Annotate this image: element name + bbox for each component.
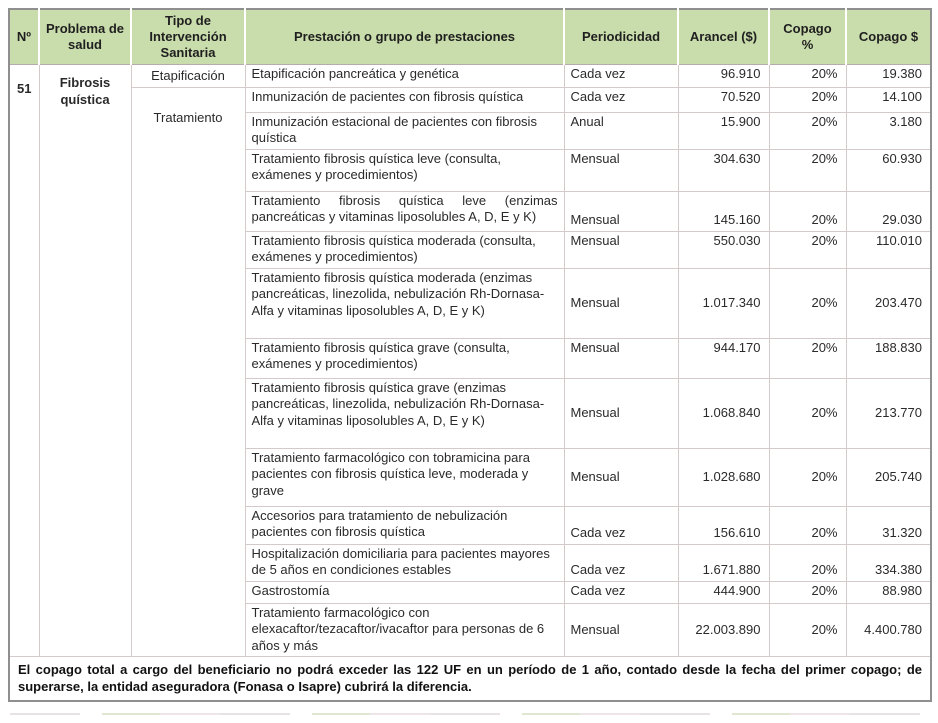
- copago-pct-cell: 20%: [769, 150, 846, 192]
- arancel-cell: 156.610: [678, 507, 769, 545]
- copago-pct-cell: 20%: [769, 88, 846, 113]
- health-problem: Fibrosis quística: [39, 65, 131, 657]
- arancel-cell: 96.910: [678, 65, 769, 88]
- arancel-cell: 550.030: [678, 232, 769, 269]
- col-header-problema: Problema de salud: [39, 9, 131, 65]
- copago-cell: 88.980: [846, 582, 931, 604]
- header-row: [9, 9, 931, 65]
- periodicidad-cell: Mensual: [564, 449, 678, 507]
- copago-cell: 4.400.780: [846, 604, 931, 657]
- ges-benefits-table: [8, 8, 932, 702]
- prestacion-cell: Inmunización estacional de pacientes con fibrosis quística: [245, 113, 564, 150]
- copago-limit-note: El copago total a cargo del beneficiario no podrá exceder las 122 UF en un período de 1 año, contado desde la fecha del primer copago; de superarse, la entidad aseguradora (Fonasa o Isapre) cubrirá la diferencia.: [9, 657, 931, 701]
- prestacion-cell: Hospitalización domiciliaria para pacientes mayores de 5 años en condiciones estables: [245, 545, 564, 582]
- footnote-row: [9, 657, 931, 701]
- copago-cell: 205.740: [846, 449, 931, 507]
- arancel-cell: 15.900: [678, 113, 769, 150]
- prestacion-cell: Tratamiento fibrosis quística grave (enzimas pancreáticas, linezolida, nebulización Rh-Dornasa-Alfa y vitaminas liposolubles A, D, E y K): [245, 379, 564, 449]
- copago-cell: 3.180: [846, 113, 931, 150]
- intervention-type-tratamiento: Tratamiento: [131, 88, 245, 657]
- arancel-cell: 304.630: [678, 150, 769, 192]
- periodicidad-cell: Mensual: [564, 604, 678, 657]
- arancel-cell: 22.003.890: [678, 604, 769, 657]
- copago-pct-cell: 20%: [769, 379, 846, 449]
- copago-cell: 203.470: [846, 269, 931, 339]
- copago-pct-cell: 20%: [769, 582, 846, 604]
- copago-pct-cell: 20%: [769, 65, 846, 88]
- prestacion-cell: Tratamiento fibrosis quística leve (enzimas pancreáticas y vitaminas liposolubles A, D, E y K): [245, 192, 564, 232]
- col-header-copago: Copago $: [846, 9, 931, 65]
- arancel-cell: 1.068.840: [678, 379, 769, 449]
- copago-pct-cell: 20%: [769, 113, 846, 150]
- copago-pct-cell: 20%: [769, 269, 846, 339]
- prestacion-cell: Tratamiento fibrosis quística grave (consulta, exámenes y procedimientos): [245, 339, 564, 379]
- copago-pct-cell: 20%: [769, 507, 846, 545]
- copago-cell: 188.830: [846, 339, 931, 379]
- copago-pct-cell: 20%: [769, 339, 846, 379]
- col-header-num: Nº: [9, 9, 39, 65]
- table-row: [9, 88, 931, 113]
- copago-cell: 60.930: [846, 150, 931, 192]
- periodicidad-cell: Mensual: [564, 339, 678, 379]
- cropped-next-section-edge: [10, 713, 928, 715]
- arancel-cell: 145.160: [678, 192, 769, 232]
- copago-cell: 213.770: [846, 379, 931, 449]
- copago-pct-cell: 20%: [769, 232, 846, 269]
- copago-pct-cell: 20%: [769, 604, 846, 657]
- periodicidad-cell: Mensual: [564, 150, 678, 192]
- periodicidad-cell: Mensual: [564, 232, 678, 269]
- copago-cell: 110.010: [846, 232, 931, 269]
- prestacion-cell: Gastrostomía: [245, 582, 564, 604]
- copago-pct-cell: 20%: [769, 449, 846, 507]
- periodicidad-cell: Mensual: [564, 379, 678, 449]
- prestacion-cell: Inmunización de pacientes con fibrosis quística: [245, 88, 564, 113]
- intervention-type-etapificacion: Etapificación: [131, 65, 245, 88]
- periodicidad-cell: Cada vez: [564, 65, 678, 88]
- prestacion-cell: Etapificación pancreática y genética: [245, 65, 564, 88]
- prestacion-cell: Tratamiento farmacológico con tobramicina para pacientes con fibrosis quística leve, moderada y grave: [245, 449, 564, 507]
- arancel-cell: 1.017.340: [678, 269, 769, 339]
- arancel-cell: 1.028.680: [678, 449, 769, 507]
- periodicidad-cell: Cada vez: [564, 582, 678, 604]
- table-row: [9, 65, 931, 88]
- periodicidad-cell: Cada vez: [564, 507, 678, 545]
- case-number: 51: [9, 65, 39, 657]
- periodicidad-cell: Cada vez: [564, 545, 678, 582]
- prestacion-cell: Tratamiento farmacológico con elexacaftor/tezacaftor/ivacaftor para personas de 6 años y más: [245, 604, 564, 657]
- copago-pct-cell: 20%: [769, 545, 846, 582]
- prestacion-cell: Tratamiento fibrosis quística leve (consulta, exámenes y procedimientos): [245, 150, 564, 192]
- periodicidad-cell: Mensual: [564, 269, 678, 339]
- arancel-cell: 1.671.880: [678, 545, 769, 582]
- prestacion-cell: Tratamiento fibrosis quística moderada (enzimas pancreáticas, linezolida, nebulización Rh-Dornasa-Alfa y vitaminas liposolubles A, D, E y K): [245, 269, 564, 339]
- prestacion-cell: Tratamiento fibrosis quística moderada (consulta, exámenes y procedimientos): [245, 232, 564, 269]
- prestacion-cell: Accesorios para tratamiento de nebulización pacientes con fibrosis quística: [245, 507, 564, 545]
- col-header-periodicidad: Periodicidad: [564, 9, 678, 65]
- periodicidad-cell: Mensual: [564, 192, 678, 232]
- copago-cell: 19.380: [846, 65, 931, 88]
- copago-cell: 334.380: [846, 545, 931, 582]
- copago-cell: 14.100: [846, 88, 931, 113]
- col-header-prestacion: Prestación o grupo de prestaciones: [245, 9, 564, 65]
- copago-pct-cell: 20%: [769, 192, 846, 232]
- periodicidad-cell: Anual: [564, 113, 678, 150]
- col-header-arancel: Arancel ($): [678, 9, 769, 65]
- arancel-cell: 70.520: [678, 88, 769, 113]
- arancel-cell: 944.170: [678, 339, 769, 379]
- col-header-tipo: Tipo de Intervención Sanitaria: [131, 9, 245, 65]
- arancel-cell: 444.900: [678, 582, 769, 604]
- copago-cell: 31.320: [846, 507, 931, 545]
- copago-cell: 29.030: [846, 192, 931, 232]
- periodicidad-cell: Cada vez: [564, 88, 678, 113]
- col-header-copago-pct: Copago %: [769, 9, 846, 65]
